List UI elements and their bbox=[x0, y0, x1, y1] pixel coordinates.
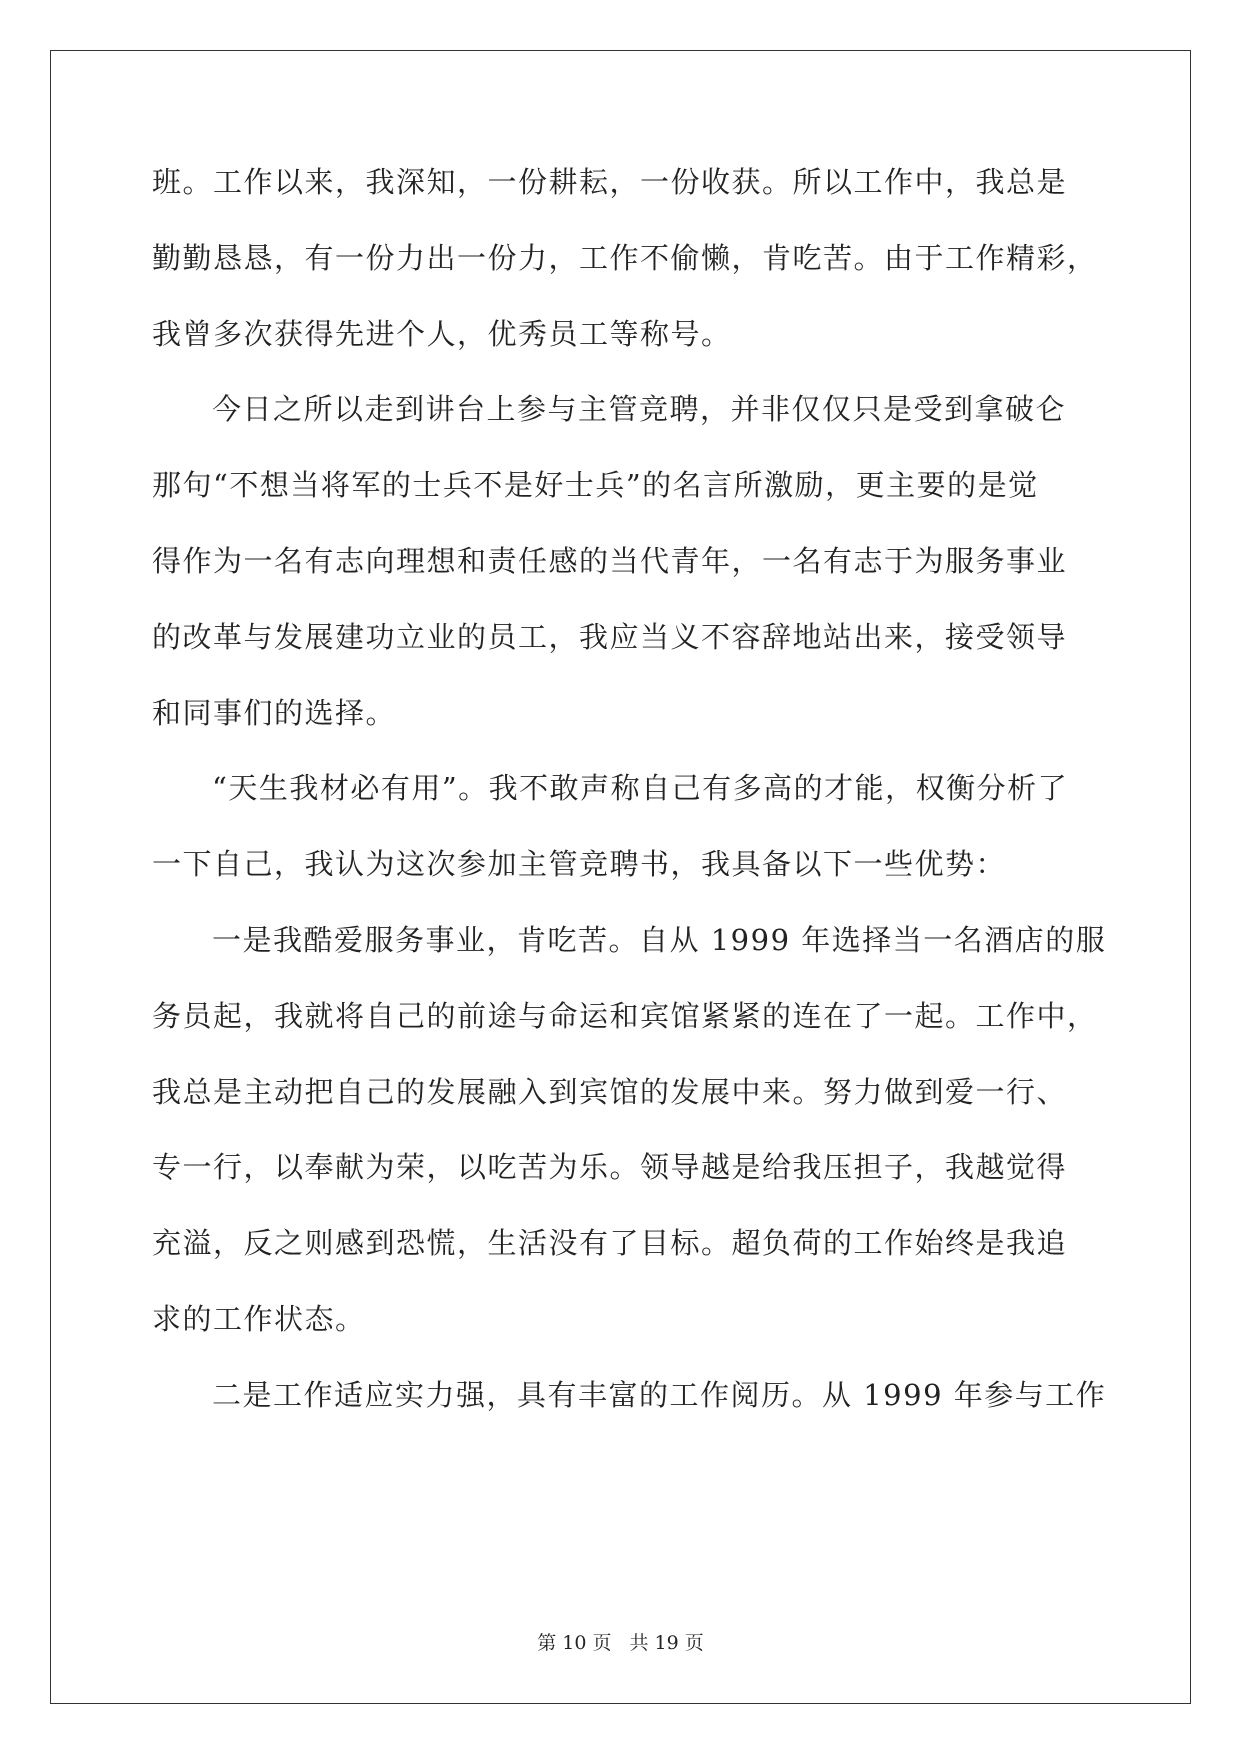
text-line: 班。工作以来，我深知，一份耕耘，一份收获。所以工作中，我总是 bbox=[152, 165, 1068, 199]
text-line: 一下自己，我认为这次参加主管竞聘书，我具备以下一些优势： bbox=[152, 847, 1007, 882]
text-line: 专一行，以奉献为荣，以吃苦为乐。领导越是给我压担子，我越觉得 bbox=[152, 1150, 1068, 1185]
text-line: 今日之所以走到讲台上参与主管竞聘，并非仅仅只是受到拿破仑 bbox=[212, 392, 1067, 427]
text-line: 的改革与发展建功立业的员工，我应当义不容辞地站出来，接受领导 bbox=[152, 619, 1068, 654]
text-line: 务员起，我就将自己的前途与命运和宾馆紧紧的连在了一起。工作中， bbox=[152, 998, 1098, 1033]
text-line: 一是我酷爱服务事业，肯吃苦。自从 1999 年选择当一名酒店的服 bbox=[212, 922, 1107, 957]
text-line: 二是工作适应实力强，具有丰富的工作阅历。从 1999 年参与工作 bbox=[212, 1377, 1107, 1412]
text-line: 那句“不想当将军的士兵不是好士兵”的名言所激励，更主要的是觉 bbox=[152, 468, 1039, 503]
text-line: “天生我材必有用”。我不敢声称自己有多高的才能，权衡分析了 bbox=[212, 771, 1069, 806]
page-number: 第 10 页 bbox=[537, 1632, 612, 1654]
page-total: 共 19 页 bbox=[629, 1632, 704, 1654]
text-line: 充溢，反之则感到恐慌，生活没有了目标。超负荷的工作始终是我追 bbox=[152, 1226, 1068, 1261]
text-line: 我曾多次获得先进个人，优秀员工等称号。 bbox=[152, 316, 732, 351]
text-line: 和同事们的选择。 bbox=[152, 695, 397, 730]
text-line: 求的工作状态。 bbox=[152, 1301, 366, 1336]
text-line: 我总是主动把自己的发展融入到宾馆的发展中来。努力做到爱一行、 bbox=[152, 1074, 1068, 1109]
text-line: 勤勤恳恳，有一份力出一份力，工作不偷懒，肯吃苦。由于工作精彩， bbox=[152, 240, 1098, 275]
document-body bbox=[152, 165, 1107, 1455]
text-line: 得作为一名有志向理想和责任感的当代青年，一名有志于为服务事业 bbox=[152, 543, 1068, 578]
page-footer bbox=[0, 1628, 1241, 1655]
